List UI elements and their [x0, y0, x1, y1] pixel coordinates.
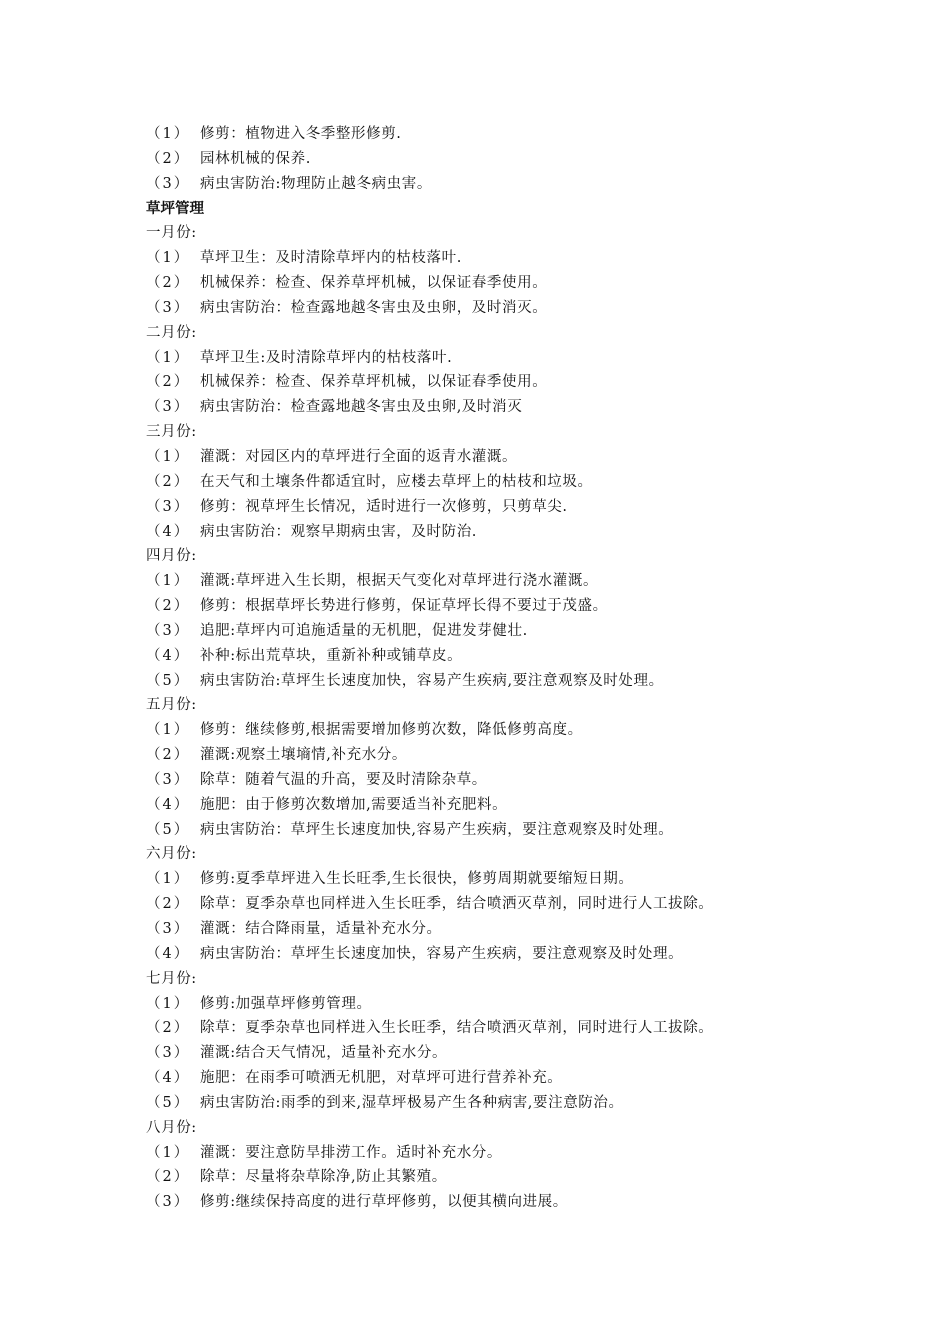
item-number: （3） [146, 771, 191, 788]
month-heading: 五月份: [146, 697, 197, 714]
month-heading: 六月份: [146, 846, 197, 863]
item-number: （2） [146, 1169, 191, 1186]
month-heading: 八月份: [146, 1119, 197, 1136]
item-text: 病虫害防治:草坪生长速度加快，容易产生疾病,要注意观察及时处理。 [200, 672, 664, 689]
item-number: （4） [146, 945, 191, 962]
item-number: （2） [146, 1020, 191, 1037]
item-number: （4） [146, 647, 191, 664]
item-text: 除草：随着气温的升高，要及时清除杂草。 [200, 771, 487, 788]
item-number: （2） [146, 150, 191, 167]
list-item [146, 644, 866, 669]
item-number: （5） [146, 1094, 191, 1111]
item-number: （1） [146, 448, 191, 465]
item-number: （2） [146, 473, 191, 490]
item-text: 灌溉:草坪进入生长期，根据天气变化对草坪进行浇水灌溉。 [200, 573, 599, 590]
item-text: 灌溉：对园区内的草坪进行全面的返青水灌溉。 [200, 448, 518, 465]
item-number: （1） [146, 349, 191, 366]
list-item [146, 917, 866, 942]
list-item [146, 619, 866, 644]
month-heading: 三月份: [146, 424, 197, 441]
list-item [146, 172, 866, 197]
item-number: （2） [146, 747, 191, 764]
item-text: 病虫害防治:物理防止越冬病虫害。 [200, 175, 432, 192]
item-text: 病虫害防治：草坪生长速度加快，容易产生疾病，要注意观察及时处理。 [200, 945, 684, 962]
item-text: 病虫害防治：草坪生长速度加快,容易产生疾病，要注意观察及时处理。 [200, 821, 674, 838]
item-number: （5） [146, 821, 191, 838]
item-text: 病虫害防治：观察早期病虫害，及时防治. [200, 523, 478, 540]
month-heading: 七月份: [146, 970, 197, 987]
list-item [146, 346, 866, 371]
section-title: 草坪管理 [146, 200, 204, 217]
item-text: 灌溉:结合天气情况，适量补充水分。 [200, 1045, 448, 1062]
list-item [146, 1190, 866, 1215]
item-text: 除草：尽量将杂草除净,防止其繁殖。 [200, 1169, 447, 1186]
item-text: 机械保养：检查、保养草坪机械，以保证春季使用。 [200, 374, 548, 391]
item-text: 追肥:草坪内可追施适量的无机肥，促进发芽健壮. [200, 622, 528, 639]
list-item [146, 569, 866, 594]
item-text: 施肥：在雨季可喷洒无机肥，对草坪可进行营养补充。 [200, 1070, 563, 1087]
item-text: 补种:标出荒草块，重新补种或铺草皮。 [200, 647, 463, 664]
list-item [146, 718, 866, 743]
list-item [146, 1141, 866, 1166]
list-item [146, 246, 866, 271]
item-text: 在天气和土壤条件都适宜时，应楼去草坪上的枯枝和垃圾。 [200, 473, 593, 490]
item-text: 病虫害防治:雨季的到来,湿草坪极易产生各种病害,要注意防治。 [200, 1094, 624, 1111]
item-text: 草坪卫生：及时清除草坪内的枯枝落叶. [200, 250, 462, 267]
list-item [146, 594, 866, 619]
item-number: （1） [146, 871, 191, 888]
item-number: （4） [146, 796, 191, 813]
list-item [146, 892, 866, 917]
list-item [146, 992, 866, 1017]
item-number: （1） [146, 573, 191, 590]
item-number: （4） [146, 523, 191, 540]
list-item [146, 520, 866, 545]
item-text: 除草：夏季杂草也同样进入生长旺季，结合喷洒灭草剂，同时进行人工拔除。 [200, 896, 714, 913]
list-item [146, 793, 866, 818]
item-number: （3） [146, 498, 191, 515]
list-item [146, 768, 866, 793]
list-item [146, 495, 866, 520]
item-number: （2） [146, 598, 191, 615]
item-text: 机械保养：检查、保养草坪机械，以保证春季使用。 [200, 275, 548, 292]
list-item [146, 445, 866, 470]
item-number: （2） [146, 374, 191, 391]
list-item [146, 470, 866, 495]
item-number: （5） [146, 672, 191, 689]
item-text: 灌溉:观察土壤墒情,补充水分。 [200, 747, 407, 764]
item-text: 修剪：继续修剪,根据需要增加修剪次数，降低修剪高度。 [200, 722, 583, 739]
item-text: 修剪：根据草坪长势进行修剪，保证草坪长得不要过于茂盛。 [200, 598, 608, 615]
list-item [146, 669, 866, 694]
item-number: （3） [146, 299, 191, 316]
list-item [146, 296, 866, 321]
item-number: （1） [146, 126, 191, 142]
month-heading: 四月份: [146, 548, 197, 565]
item-text: 修剪：植物进入冬季整形修剪. [200, 126, 402, 142]
item-number: （3） [146, 622, 191, 639]
item-text: 园林机械的保养. [200, 150, 311, 167]
item-number: （1） [146, 1144, 191, 1161]
item-text: 除草：夏季杂草也同样进入生长旺季，结合喷洒灭草剂，同时进行人工拔除。 [200, 1020, 714, 1037]
list-item [146, 1066, 866, 1091]
item-text: 病虫害防治：检查露地越冬害虫及虫卵，及时消灭。 [200, 299, 548, 316]
month-heading: 二月份: [146, 324, 197, 341]
list-item [146, 942, 866, 967]
item-text: 修剪:加强草坪修剪管理。 [200, 995, 372, 1012]
item-number: （3） [146, 1194, 191, 1211]
list-item [146, 370, 866, 395]
list-item [146, 147, 866, 172]
list-item [146, 1041, 866, 1066]
item-number: （1） [146, 722, 191, 739]
item-text: 修剪：视草坪生长情况，适时进行一次修剪，只剪草尖. [200, 498, 568, 515]
item-number: （3） [146, 921, 191, 937]
item-number: （1） [146, 995, 191, 1012]
item-number: （4） [146, 1070, 191, 1087]
item-text: 修剪:夏季草坪进入生长旺季,生长很快，修剪周期就要缩短日期。 [200, 871, 634, 888]
list-item [146, 395, 866, 420]
item-number: （3） [146, 399, 191, 416]
list-item [146, 743, 866, 768]
item-number: （3） [146, 175, 191, 192]
item-number: （2） [146, 275, 191, 292]
month-heading: 一月份: [146, 225, 197, 242]
list-item [146, 271, 866, 296]
item-text: 灌溉：要注意防旱排涝工作。适时补充水分。 [200, 1144, 502, 1161]
list-item [146, 1165, 866, 1190]
item-number: （3） [146, 1045, 191, 1062]
list-item [146, 1091, 866, 1116]
list-item [146, 867, 866, 892]
item-number: （2） [146, 896, 191, 913]
item-text: 病虫害防治：检查露地越冬害虫及虫卵,及时消灭 [200, 399, 523, 416]
item-text: 修剪:继续保持高度的进行草坪修剪，以便其横向进展。 [200, 1194, 568, 1211]
item-number: （1） [146, 250, 191, 267]
document-page [146, 122, 866, 1215]
list-item [146, 122, 866, 147]
item-text: 灌溉：结合降雨量，适量补充水分。 [200, 921, 442, 937]
list-item [146, 818, 866, 843]
item-text: 施肥：由于修剪次数增加,需要适当补充肥料。 [200, 796, 508, 813]
item-text: 草坪卫生:及时清除草坪内的枯枝落叶. [200, 349, 453, 366]
list-item [146, 1016, 866, 1041]
